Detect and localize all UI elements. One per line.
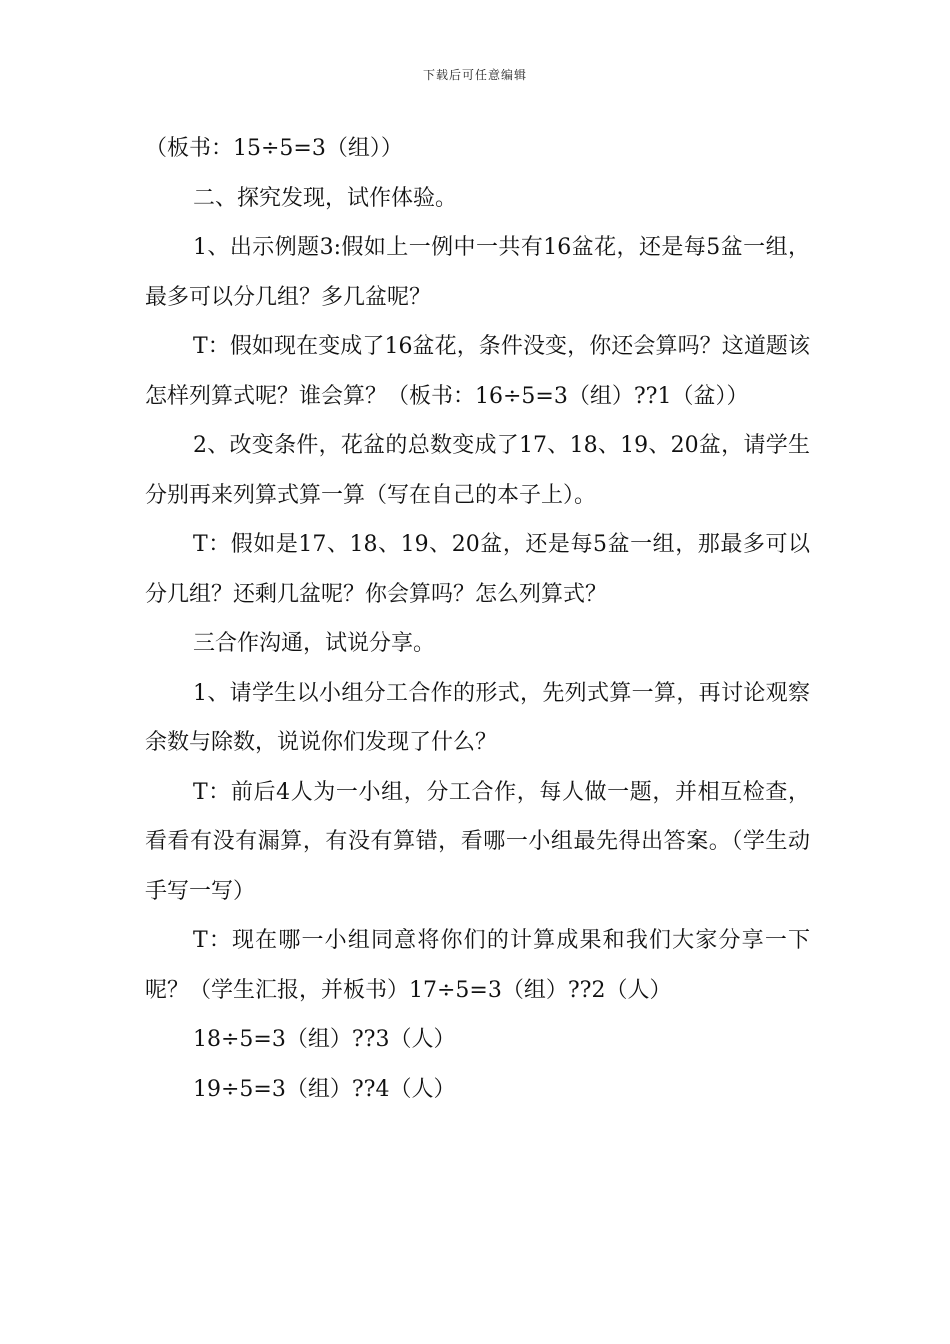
document-body [145, 124, 810, 1114]
paragraph: 三合作沟通，试说分享。 [193, 631, 436, 656]
paragraph: T：前后4人为一小组，分工合作，每人做一题，并相互检查，看看有没有漏算，有没有算错，看哪一小组最先得出答案。（学生动手写一写） [145, 779, 810, 904]
paragraph: 1、出示例题3:假如上一例中一共有16盆花，还是每5盆一组，最多可以分几组？多几盆呢？ [145, 235, 810, 310]
paragraph: 2、改变条件，花盆的总数变成了17、18、19、20盆，请学生分别再来列算式算一算（写在自己的本子上）。 [145, 433, 810, 508]
paragraph: 18÷5=3（组）??3（人） [193, 1027, 456, 1052]
page-header: 下载后可任意编辑 [422, 68, 527, 82]
paragraph: 二、探究发现，试作体验。 [193, 185, 458, 211]
paragraph: T：假如是17、18、19、20盆，还是每5盆一组，那最多可以分几组？还剩几盆呢？你会算吗？怎么列算式？ [145, 532, 810, 607]
paragraph: 19÷5=3（组）??4（人） [193, 1076, 456, 1102]
paragraph: T：现在哪一小组同意将你们的计算成果和我们大家分享一下呢？（学生汇报，并板书）17÷5=3（组）??2（人） [145, 928, 810, 1003]
paragraph: （板书：15÷5=3（组）） [145, 136, 403, 161]
paragraph: T：假如现在变成了16盆花，条件没变，你还会算吗？这道题该怎样列算式呢？谁会算？（板书：16÷5=3（组）??1（盆）） [145, 334, 810, 409]
paragraph: 1、请学生以小组分工合作的形式，先列式算一算，再讨论观察余数与除数，说说你们发现了什么？ [145, 680, 810, 755]
